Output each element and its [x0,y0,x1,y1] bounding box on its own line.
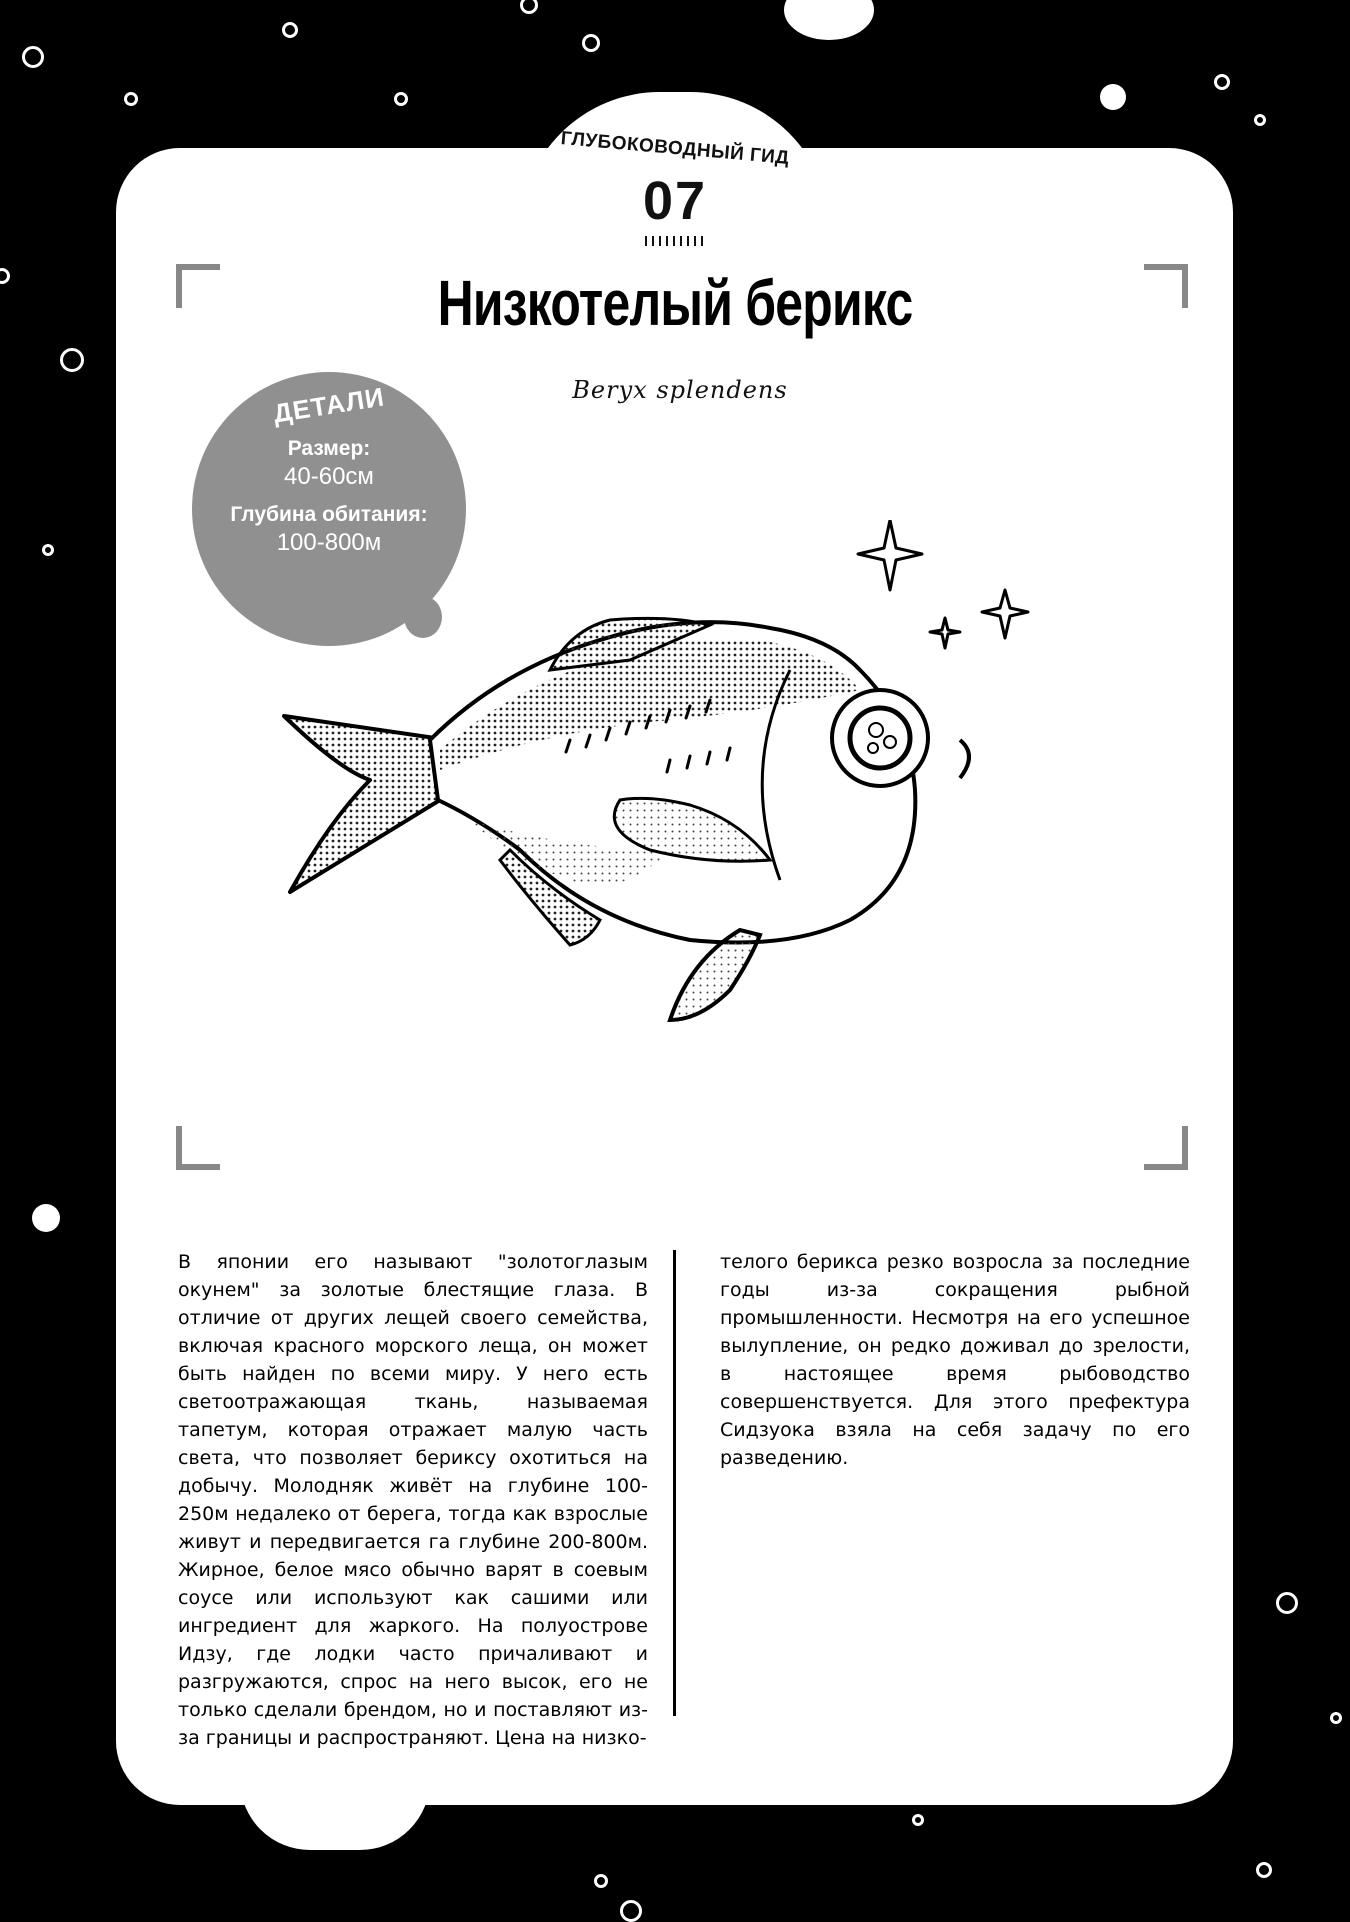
depth-value: 100-800м [276,529,382,556]
bubble [582,34,600,52]
bubble [124,92,138,106]
bubble [1254,114,1266,126]
bubble [912,1814,924,1826]
body-text-left: В японии его называют "золотоглазым окунем" за золотые блестящие глаза. В отличие от других лещей своего семейства, включая красного морского леща, он может быть найден по всеми миру. У него есть светоотражающая ткань, называемая тапетум, которая отражает малую часть света, что позволяет бериксу охотиться на добычу. Молодняк живёт на глубине 100-250м недалеко от берега, тогда как взрослые живут и передвигается га глубине 200-800м. Жирное, белое мясо обычно варят в соевым соусе или используют как сашими или ингредиент для жаркого. На полуострове Идзу, где лодки часто причаливают и разгружаются, спрос на него высок, его не только сделали брендом, но и поставляют из-за границы и распространяют. Цена на низко- [178,1251,648,1749]
guide-label: ГЛУБОКОВОДНЫЙ ГИД [559,128,791,169]
frame-corner-top-left [176,264,220,308]
bubble [22,46,44,68]
bubble [1100,84,1126,110]
bubble [42,544,54,556]
fish-tail [284,716,440,892]
ruler-ticks [645,236,705,246]
sparkles [858,520,1028,648]
bubble [394,92,408,106]
details-heading: ДЕТАЛИ [271,381,387,429]
frame-corner-bottom-right [1144,1126,1188,1170]
bubble [0,268,10,284]
bubble [784,0,874,40]
size-value: 40-60см [284,463,374,490]
bubble [520,0,538,14]
column-divider [673,1250,676,1716]
card-bottom-bump [240,1780,430,1850]
species-title: Низкотелый берикс [437,267,913,339]
latin-name: Beryx splendens [572,376,788,404]
bubble [1330,1712,1342,1724]
depth-label: Глубина обитания: [230,503,428,526]
bubble [282,22,298,38]
bubble [594,1874,608,1888]
bubble [1214,74,1230,90]
fish-illustration [270,520,1050,1040]
bubble [620,1900,642,1922]
guide-number: 07 [642,171,708,231]
body-text-right: телого берикса резко возросла за последние годы из-за сокращения рыбной промышленности. Несмотря на его успешное вылупление, он редко доживал до зрелости, в настоящее время рыбоводство совершенствуется. Для этого префектура Сидзуока взяла на себя задачу по его разведению. [720,1251,1190,1469]
frame-corner-bottom-left [176,1126,220,1170]
bubble [60,348,84,372]
frame-corner-top-right [1144,264,1188,308]
bubble [32,1204,60,1232]
bubble [1256,1862,1272,1878]
size-label: Размер: [287,437,371,460]
bubble [1276,1592,1298,1614]
